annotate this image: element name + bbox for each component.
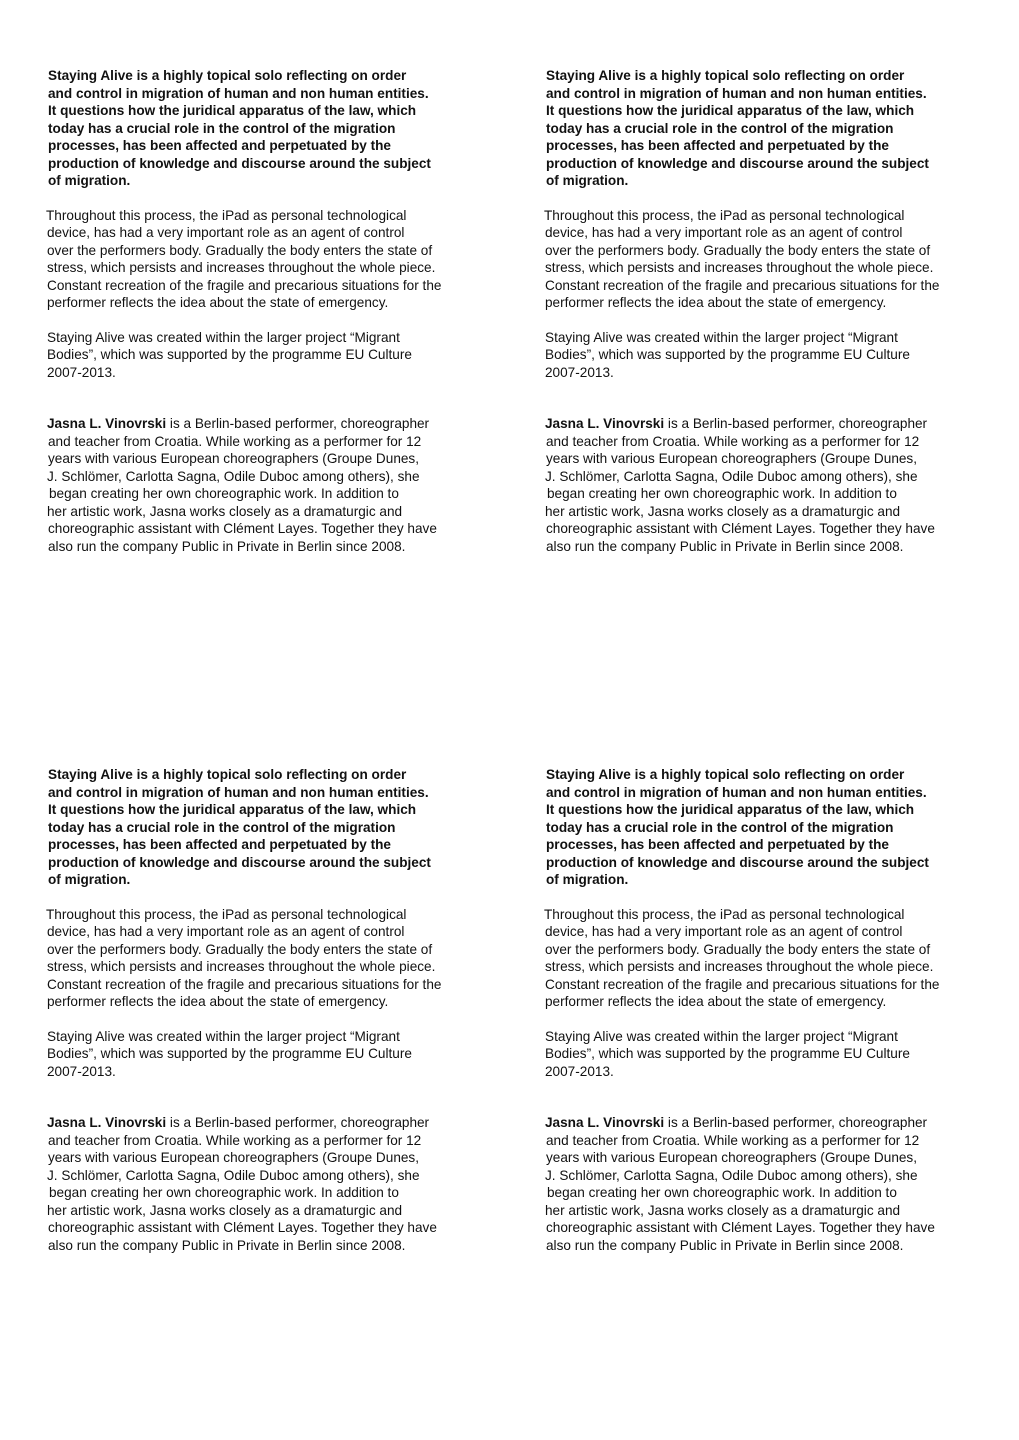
project-line: Bodies”, which was supported by the programme EU Culture bbox=[47, 1046, 412, 1061]
project-line: Bodies”, which was supported by the programme EU Culture bbox=[545, 1046, 910, 1061]
bio-line: her artistic work, Jasna works closely as a dramaturgic and bbox=[47, 503, 403, 519]
intro-line: Staying Alive is a highly topical solo reflecting on order bbox=[546, 767, 905, 782]
process-paragraph bbox=[47, 207, 487, 312]
intro-paragraph bbox=[47, 67, 487, 190]
intro-line: of migration. bbox=[48, 872, 131, 887]
artist-name: Jasna L. Vinovrski bbox=[47, 416, 167, 431]
intro-line: Staying Alive is a highly topical solo reflecting on order bbox=[48, 767, 407, 782]
intro-line: and control in migration of human and non human entities. bbox=[546, 784, 927, 800]
bio-line-rest: is a Berlin-based performer, choreographer bbox=[166, 416, 430, 431]
project-line: Bodies”, which was supported by the programme EU Culture bbox=[545, 347, 910, 362]
intro-line: Staying Alive is a highly topical solo reflecting on order bbox=[48, 68, 407, 83]
process-line: Constant recreation of the fragile and precarious situations for the bbox=[47, 976, 442, 992]
bio-line-rest: is a Berlin-based performer, choreographer bbox=[664, 1115, 928, 1130]
bio-line: J. Schlömer, Carlotta Sagna, Odile Duboc among others), she bbox=[47, 1167, 420, 1183]
intro-line: today has a crucial role in the control of the migration bbox=[546, 819, 894, 835]
intro-line: today has a crucial role in the control of the migration bbox=[48, 819, 396, 835]
bio-paragraph bbox=[545, 1114, 985, 1254]
bio-paragraph bbox=[47, 1114, 487, 1254]
bio-line: years with various European choreographers (Groupe Dunes, bbox=[48, 1150, 420, 1165]
bio-line: her artistic work, Jasna works closely as a dramaturgic and bbox=[545, 503, 901, 519]
process-line: Constant recreation of the fragile and precarious situations for the bbox=[47, 277, 442, 293]
bio-line-rest: is a Berlin-based performer, choreographer bbox=[664, 416, 928, 431]
process-line: stress, which persists and increases throughout the whole piece. bbox=[545, 260, 934, 275]
intro-line: and control in migration of human and non human entities. bbox=[48, 85, 429, 101]
intro-line: It questions how the juridical apparatus of the law, which bbox=[546, 103, 915, 118]
intro-line: processes, has been affected and perpetuated by the bbox=[48, 837, 391, 852]
bio-line: began creating her own choreographic work. In addition to bbox=[547, 1185, 897, 1200]
bio-first-line bbox=[47, 1114, 487, 1132]
bio-line-rest: is a Berlin-based performer, choreographer bbox=[166, 1115, 430, 1130]
bio-first-line bbox=[545, 415, 985, 433]
process-line: over the performers body. Gradually the body enters the state of bbox=[47, 941, 433, 957]
bio-line: began creating her own choreographic work. In addition to bbox=[49, 1185, 399, 1200]
bio-line: years with various European choreographers (Groupe Dunes, bbox=[546, 451, 918, 466]
process-line: Throughout this process, the iPad as personal technological bbox=[46, 207, 407, 223]
process-line: stress, which persists and increases throughout the whole piece. bbox=[545, 959, 934, 974]
intro-line: of migration. bbox=[546, 173, 629, 188]
process-line: performer reflects the idea about the state of emergency. bbox=[47, 295, 389, 310]
bio-line: J. Schlömer, Carlotta Sagna, Odile Duboc among others), she bbox=[545, 468, 918, 484]
bio-line: J. Schlömer, Carlotta Sagna, Odile Duboc among others), she bbox=[47, 468, 420, 484]
bio-line: her artistic work, Jasna works closely as a dramaturgic and bbox=[545, 1202, 901, 1218]
process-paragraph bbox=[545, 207, 985, 312]
process-line: Constant recreation of the fragile and precarious situations for the bbox=[545, 976, 940, 992]
intro-paragraph bbox=[545, 67, 985, 190]
process-line: Throughout this process, the iPad as personal technological bbox=[46, 906, 407, 922]
process-line: performer reflects the idea about the state of emergency. bbox=[545, 295, 887, 310]
intro-line: production of knowledge and discourse around the subject bbox=[546, 155, 929, 171]
process-line: over the performers body. Gradually the body enters the state of bbox=[545, 941, 931, 957]
project-paragraph bbox=[545, 1028, 985, 1081]
artist-name: Jasna L. Vinovrski bbox=[545, 1115, 665, 1130]
process-line: over the performers body. Gradually the body enters the state of bbox=[47, 242, 433, 258]
intro-line: today has a crucial role in the control of the migration bbox=[546, 120, 894, 136]
artist-name: Jasna L. Vinovrski bbox=[545, 416, 665, 431]
flyer-bottom-right bbox=[545, 766, 985, 1254]
project-line: Staying Alive was created within the larger project “Migrant bbox=[47, 329, 400, 345]
process-line: Throughout this process, the iPad as personal technological bbox=[544, 906, 905, 922]
intro-line: It questions how the juridical apparatus of the law, which bbox=[546, 802, 915, 817]
intro-line: of migration. bbox=[546, 872, 629, 887]
bio-first-line bbox=[47, 415, 487, 433]
project-line: Bodies”, which was supported by the programme EU Culture bbox=[47, 347, 412, 362]
bio-line: began creating her own choreographic work. In addition to bbox=[49, 486, 399, 501]
bio-line: also run the company Public in Private in Berlin since 2008. bbox=[48, 1237, 406, 1253]
process-line: stress, which persists and increases throughout the whole piece. bbox=[47, 959, 436, 974]
process-line: device, has had a very important role as an agent of control bbox=[47, 924, 405, 939]
process-line: device, has had a very important role as an agent of control bbox=[47, 225, 405, 240]
bio-line: J. Schlömer, Carlotta Sagna, Odile Duboc among others), she bbox=[545, 1167, 918, 1183]
flyer-bottom-left bbox=[47, 766, 487, 1254]
intro-line: processes, has been affected and perpetuated by the bbox=[546, 837, 889, 852]
intro-line: and control in migration of human and non human entities. bbox=[546, 85, 927, 101]
bio-line: and teacher from Croatia. While working as a performer for 12 bbox=[48, 433, 422, 449]
process-paragraph bbox=[545, 906, 985, 1011]
intro-line: processes, has been affected and perpetuated by the bbox=[546, 138, 889, 153]
intro-line: and control in migration of human and non human entities. bbox=[48, 784, 429, 800]
bio-paragraph bbox=[545, 415, 985, 555]
bio-line: choreographic assistant with Clément Layes. Together they have bbox=[48, 521, 437, 536]
bio-line: her artistic work, Jasna works closely as a dramaturgic and bbox=[47, 1202, 403, 1218]
bio-line: choreographic assistant with Clément Layes. Together they have bbox=[48, 1220, 437, 1235]
process-line: device, has had a very important role as an agent of control bbox=[545, 225, 903, 240]
project-paragraph bbox=[545, 329, 985, 382]
process-line: Throughout this process, the iPad as personal technological bbox=[544, 207, 905, 223]
bio-first-line bbox=[545, 1114, 985, 1132]
bio-line: choreographic assistant with Clément Layes. Together they have bbox=[546, 1220, 935, 1235]
intro-line: of migration. bbox=[48, 173, 131, 188]
intro-line: It questions how the juridical apparatus of the law, which bbox=[48, 802, 417, 817]
project-line: 2007-2013. bbox=[47, 1063, 116, 1079]
artist-name: Jasna L. Vinovrski bbox=[47, 1115, 167, 1130]
project-paragraph bbox=[47, 1028, 487, 1081]
bio-line: years with various European choreographers (Groupe Dunes, bbox=[48, 451, 420, 466]
intro-line: processes, has been affected and perpetuated by the bbox=[48, 138, 391, 153]
project-line: 2007-2013. bbox=[545, 1063, 614, 1079]
process-line: performer reflects the idea about the state of emergency. bbox=[47, 994, 389, 1009]
bio-line: years with various European choreographers (Groupe Dunes, bbox=[546, 1150, 918, 1165]
intro-line: Staying Alive is a highly topical solo reflecting on order bbox=[546, 68, 905, 83]
bio-line: also run the company Public in Private in Berlin since 2008. bbox=[546, 1237, 904, 1253]
process-line: over the performers body. Gradually the body enters the state of bbox=[545, 242, 931, 258]
bio-paragraph bbox=[47, 415, 487, 555]
bio-line: began creating her own choreographic work. In addition to bbox=[547, 486, 897, 501]
project-line: 2007-2013. bbox=[545, 364, 614, 380]
process-paragraph bbox=[47, 906, 487, 1011]
project-line: Staying Alive was created within the larger project “Migrant bbox=[545, 329, 898, 345]
bio-line: and teacher from Croatia. While working as a performer for 12 bbox=[48, 1132, 422, 1148]
process-line: device, has had a very important role as an agent of control bbox=[545, 924, 903, 939]
bio-line: choreographic assistant with Clément Layes. Together they have bbox=[546, 521, 935, 536]
project-line: 2007-2013. bbox=[47, 364, 116, 380]
intro-line: production of knowledge and discourse around the subject bbox=[48, 155, 431, 171]
intro-line: today has a crucial role in the control of the migration bbox=[48, 120, 396, 136]
project-line: Staying Alive was created within the larger project “Migrant bbox=[545, 1028, 898, 1044]
process-line: Constant recreation of the fragile and precarious situations for the bbox=[545, 277, 940, 293]
process-line: performer reflects the idea about the state of emergency. bbox=[545, 994, 887, 1009]
flyer-top-left bbox=[47, 67, 487, 555]
intro-paragraph bbox=[545, 766, 985, 889]
project-paragraph bbox=[47, 329, 487, 382]
flyer-top-right bbox=[545, 67, 985, 555]
intro-line: production of knowledge and discourse around the subject bbox=[546, 854, 929, 870]
bio-line: also run the company Public in Private in Berlin since 2008. bbox=[546, 538, 904, 554]
process-line: stress, which persists and increases throughout the whole piece. bbox=[47, 260, 436, 275]
bio-line: and teacher from Croatia. While working as a performer for 12 bbox=[546, 1132, 920, 1148]
bio-line: and teacher from Croatia. While working as a performer for 12 bbox=[546, 433, 920, 449]
intro-line: production of knowledge and discourse around the subject bbox=[48, 854, 431, 870]
project-line: Staying Alive was created within the larger project “Migrant bbox=[47, 1028, 400, 1044]
intro-paragraph bbox=[47, 766, 487, 889]
intro-line: It questions how the juridical apparatus of the law, which bbox=[48, 103, 417, 118]
bio-line: also run the company Public in Private in Berlin since 2008. bbox=[48, 538, 406, 554]
